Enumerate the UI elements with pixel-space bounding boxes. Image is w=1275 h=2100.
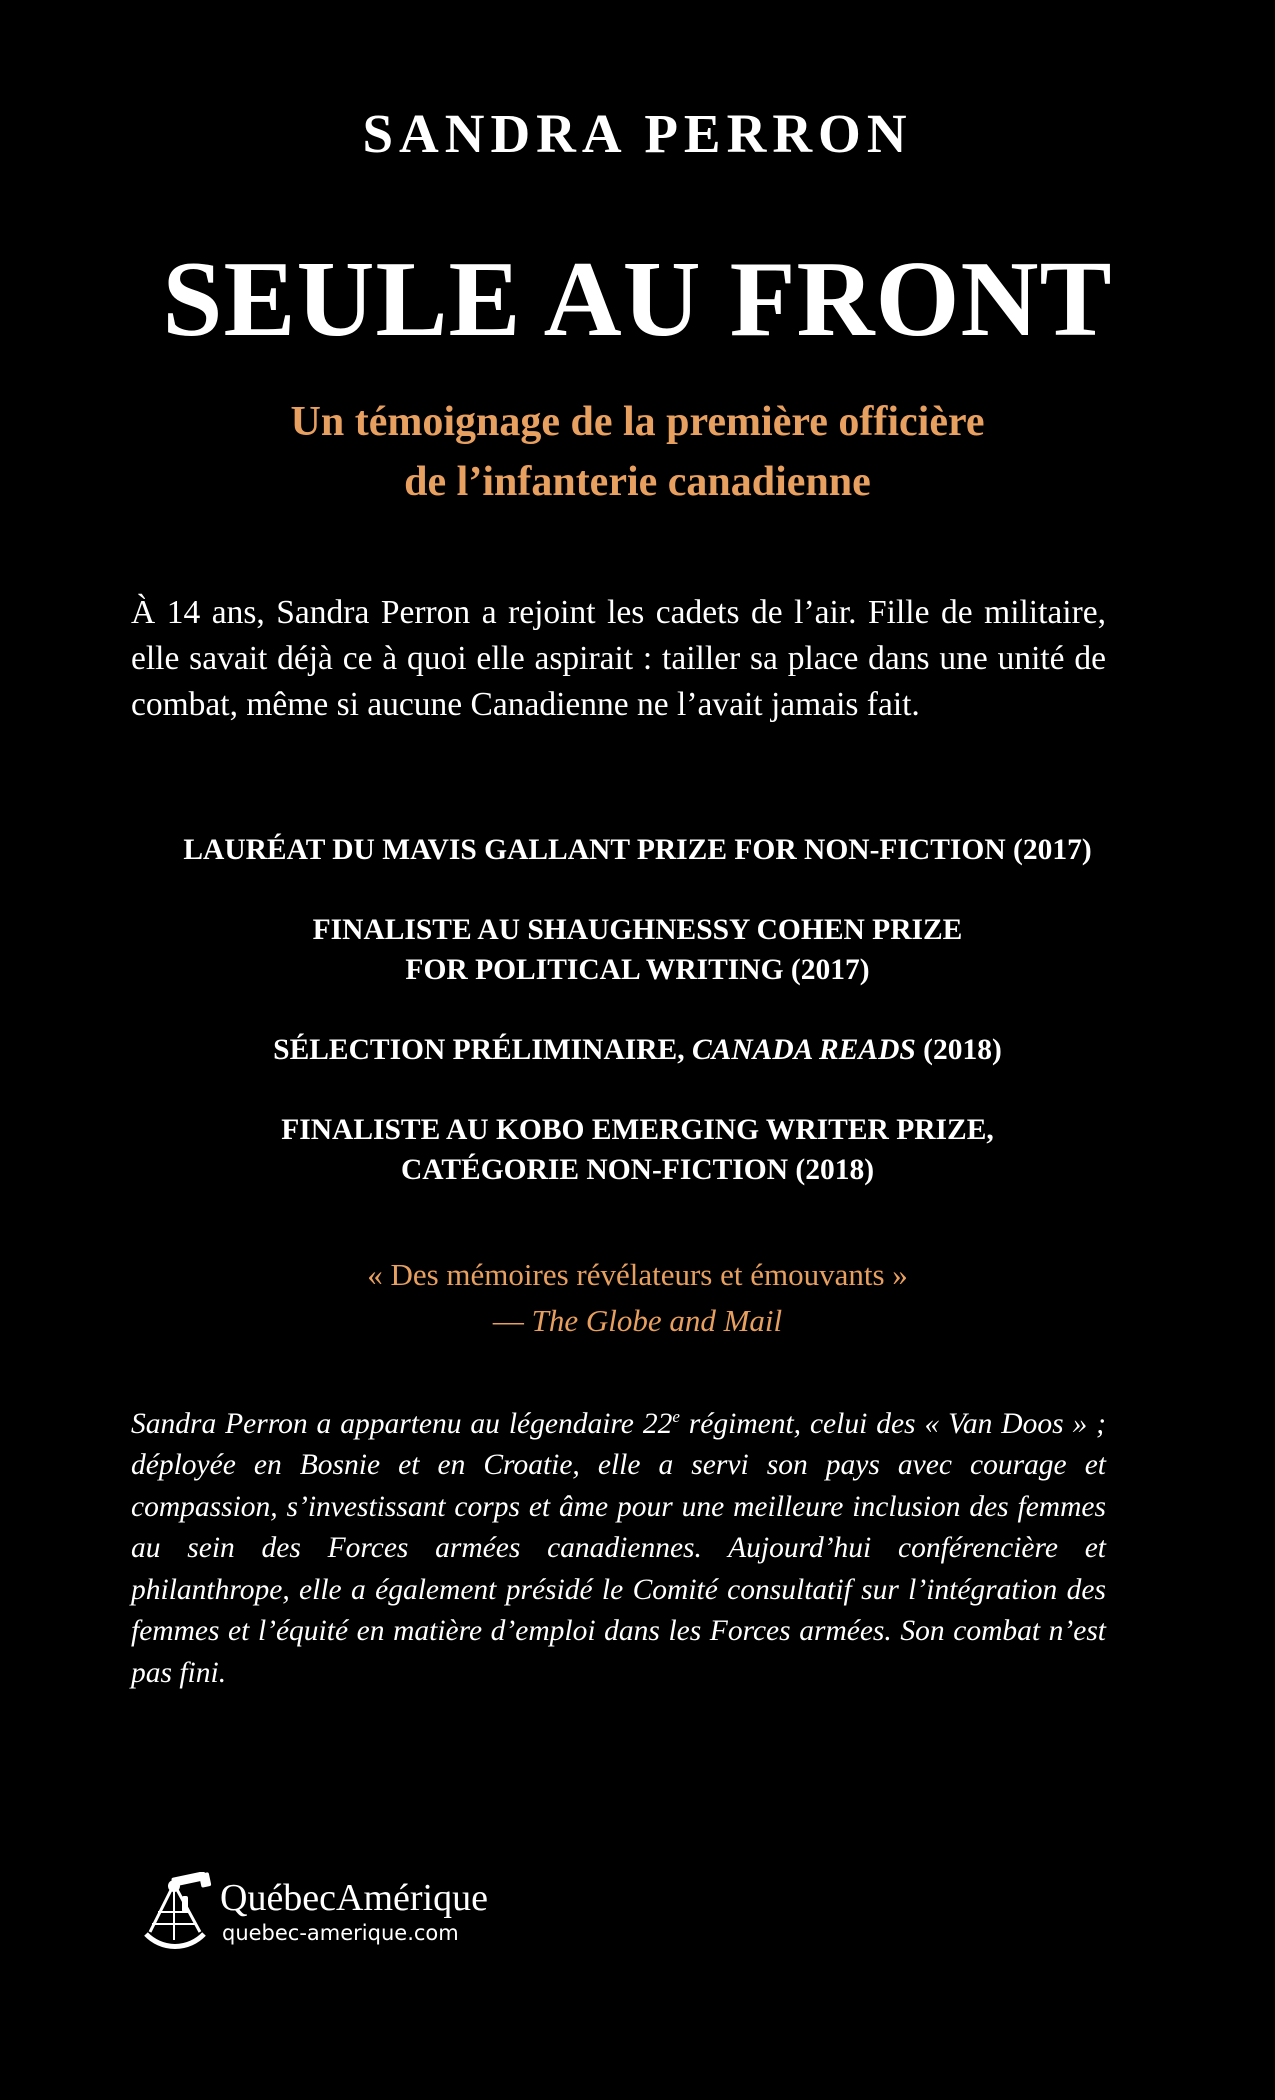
award-canada-reads: [0, 1030, 1275, 1070]
award-text-line-1: FINALISTE AU KOBO EMERGING WRITER PRIZE,: [281, 1114, 994, 1146]
award-text-line-1: FINALISTE AU SHAUGHNESSY COHEN PRIZE: [312, 914, 963, 946]
subtitle-line-1: Un témoignage de la première officière: [290, 399, 985, 445]
award-text: LAURÉAT DU MAVIS GALLANT PRIZE FOR NON-FICTION (2017): [183, 834, 1092, 866]
quote-source-name: The Globe and Mail: [531, 1303, 783, 1338]
awards-list: [0, 830, 1275, 1230]
award-mavis-gallant: [0, 830, 1275, 870]
award-shaughnessy-cohen: [0, 910, 1275, 990]
award-text-line-2: CATÉGORIE NON-FICTION (2018): [400, 1154, 875, 1186]
award-suffix: (2018): [915, 1034, 1002, 1066]
award-kobo: [0, 1110, 1275, 1190]
bio-part-2: régiment, celui des « Van Doos » ; déployée en Bosnie et en Croatie, elle a servi son pays avec courage et compassion, s’investissant corps et âme pour une meilleure inclusion des femmes au sein des Forces armées canadiennes. Aujourd’hui conférencière et philanthrope, elle a également présidé le Comité consultatif sur l’intégration des femmes et l’équité en matière d’emploi dans les Forces armées. Son combat n’est pas fini.: [131, 1407, 1106, 1689]
bio-superscript: e: [672, 1407, 680, 1426]
publisher-name: QuébecAmérique: [220, 1877, 488, 1919]
author-bio: [131, 1396, 1106, 1694]
subtitle-line-2: de l’infanterie canadienne: [404, 459, 871, 505]
press-quote: [0, 1252, 1275, 1344]
quote-dash: —: [492, 1303, 532, 1338]
publisher-logo: [138, 1872, 538, 1952]
quote-source: [0, 1298, 1275, 1344]
bio-part-1: Sandra Perron a appartenu au légendaire 22: [131, 1407, 673, 1440]
intro-paragraph: À 14 ans, Sandra Perron a rejoint les cadets de l’air. Fille de militaire, elle savait déjà ce à quoi elle aspirait : tailler sa place dans une unité de combat, même si aucune Canadienne ne l’avait jamais fait.: [131, 594, 1106, 723]
award-text: [0, 1030, 1275, 1070]
award-prefix: SÉLECTION PRÉLIMINAIRE,: [273, 1034, 692, 1066]
publisher-url: quebec-amerique.com: [222, 1921, 459, 1945]
author-name: SANDRA PERRON: [362, 103, 913, 164]
sextant-icon: [138, 1872, 218, 1952]
award-italic-title: CANADA READS: [691, 1034, 916, 1066]
quote-text: « Des mémoires révélateurs et émouvants »: [367, 1257, 908, 1292]
book-title: SEULE AU FRONT: [162, 240, 1113, 359]
book-subtitle: [0, 392, 1275, 512]
award-text-line-2: FOR POLITICAL WRITING (2017): [405, 954, 870, 986]
